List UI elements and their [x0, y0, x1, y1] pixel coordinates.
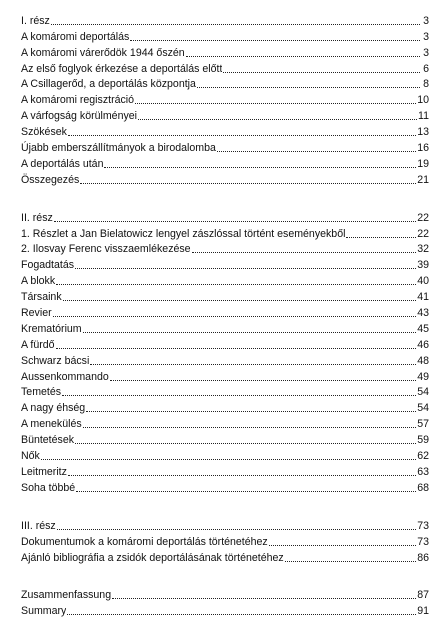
toc-entry-title: A komáromi várerődök 1944 őszén: [21, 46, 185, 60]
toc-section-part-3: [21, 517, 429, 565]
dot-leader: [80, 183, 416, 184]
toc-entry: [21, 479, 429, 495]
toc-entry-title: Az első foglyok érkezése a deportálás előtt: [21, 62, 222, 76]
toc-entry-title: A blokk: [21, 274, 55, 288]
toc-entry-page-number: 3: [421, 14, 429, 28]
toc-entry-title: A Csillagerőd, a deportálás központja: [21, 77, 196, 91]
toc-entry-page-number: 41: [417, 290, 429, 304]
dot-leader: [63, 300, 417, 301]
toc-entry-title: III. rész: [21, 519, 56, 533]
toc-section-part-1: [21, 12, 429, 187]
toc-entry: [21, 399, 429, 415]
toc-entry-title: I. rész: [21, 14, 50, 28]
toc-entry: [21, 447, 429, 463]
toc-entry: [21, 155, 429, 171]
toc-entry-title: A komáromi deportálás: [21, 30, 129, 44]
toc-entry-page-number: 3: [421, 46, 429, 60]
dot-leader: [285, 561, 417, 562]
toc-entry-page-number: 63: [417, 465, 429, 479]
dot-leader: [83, 332, 417, 333]
toc-entry: [21, 463, 429, 479]
toc-entry: [21, 533, 429, 549]
section-gap: [21, 495, 429, 517]
toc-entry-title: Schwarz bácsi: [21, 354, 89, 368]
dot-leader: [41, 459, 416, 460]
dot-leader: [56, 348, 417, 349]
toc-entry: [21, 44, 429, 60]
toc-entry-title: 2. Ilosvay Ferenc visszaemlékezése: [21, 242, 191, 256]
dot-leader: [223, 72, 420, 73]
toc-entry-page-number: 46: [417, 338, 429, 352]
dot-leader: [197, 87, 420, 88]
toc-entry: [21, 384, 429, 400]
toc-entry: [21, 549, 429, 565]
dot-leader: [53, 316, 417, 317]
toc-entry-page-number: 45: [417, 322, 429, 336]
toc-entry: [21, 304, 429, 320]
toc-entry-page-number: 22: [417, 227, 429, 241]
toc-entry-title: A várfogság körülményei: [21, 109, 137, 123]
toc-entry-title: Aussenkommando: [21, 370, 109, 384]
dot-leader: [269, 545, 416, 546]
toc-section-part-4: [21, 587, 429, 618]
toc-entry: [21, 225, 429, 241]
toc-entry: [21, 352, 429, 368]
dot-leader: [112, 598, 416, 599]
toc-entry: [21, 241, 429, 257]
toc-entry: [21, 123, 429, 139]
dot-leader: [90, 364, 416, 365]
toc-entry: [21, 209, 429, 225]
toc-entry-title: Újabb emberszállítmányok a birodalomba: [21, 141, 216, 155]
toc-entry: [21, 171, 429, 187]
toc-entry-title: Büntetések: [21, 433, 74, 447]
dot-leader: [346, 237, 416, 238]
dot-leader: [192, 252, 417, 253]
toc-entry-title: Társaink: [21, 290, 62, 304]
toc-entry-title: Leitmeritz: [21, 465, 67, 479]
toc-section-part-2: [21, 209, 429, 495]
dot-leader: [68, 135, 416, 136]
toc-entry-page-number: 86: [417, 551, 429, 565]
toc-entry-title: Dokumentumok a komáromi deportálás történetéhez: [21, 535, 268, 549]
toc-entry-title: Zusammenfassung: [21, 588, 111, 602]
dot-leader: [104, 167, 416, 168]
toc-entry-page-number: 73: [417, 519, 429, 533]
dot-leader: [75, 443, 416, 444]
toc-entry-title: A komáromi regisztráció: [21, 93, 134, 107]
dot-leader: [135, 103, 416, 104]
dot-leader: [83, 427, 417, 428]
toc-entry: [21, 320, 429, 336]
toc-entry: [21, 28, 429, 44]
toc-entry-title: A menekülés: [21, 417, 82, 431]
toc-entry-page-number: 22: [417, 211, 429, 225]
toc-entry: [21, 12, 429, 28]
toc-entry-page-number: 21: [417, 173, 429, 187]
toc-entry: [21, 76, 429, 92]
dot-leader: [54, 221, 416, 222]
dot-leader: [56, 284, 416, 285]
table-of-contents: [21, 12, 429, 618]
toc-entry-title: Összegezés: [21, 173, 79, 187]
toc-entry-page-number: 49: [417, 370, 429, 384]
toc-entry-title: Revier: [21, 306, 52, 320]
toc-entry: [21, 517, 429, 533]
toc-entry-title: A deportálás után: [21, 157, 103, 171]
toc-entry-page-number: 48: [417, 354, 429, 368]
toc-entry: [21, 272, 429, 288]
toc-entry: [21, 368, 429, 384]
dot-leader: [76, 491, 416, 492]
toc-entry-page-number: 3: [421, 30, 429, 44]
toc-entry-title: Soha többé: [21, 481, 75, 495]
toc-entry-page-number: 10: [417, 93, 429, 107]
toc-entry: [21, 139, 429, 155]
toc-entry-page-number: 57: [417, 417, 429, 431]
toc-entry-title: A nagy éhség: [21, 401, 85, 415]
dot-leader: [110, 380, 416, 381]
toc-entry-page-number: 11: [418, 109, 429, 123]
toc-entry-page-number: 59: [417, 433, 429, 447]
dot-leader: [67, 614, 416, 615]
dot-leader: [68, 475, 416, 476]
dot-leader: [186, 56, 420, 57]
toc-entry-page-number: 19: [417, 157, 429, 171]
toc-entry-page-number: 43: [417, 306, 429, 320]
toc-entry: [21, 431, 429, 447]
toc-entry-title: Nők: [21, 449, 40, 463]
toc-entry-title: Szökések: [21, 125, 67, 139]
toc-entry-page-number: 6: [421, 62, 429, 76]
toc-entry: [21, 288, 429, 304]
dot-leader: [217, 151, 416, 152]
toc-entry: [21, 587, 429, 603]
toc-entry-page-number: 40: [417, 274, 429, 288]
toc-entry-page-number: 32: [417, 242, 429, 256]
dot-leader: [86, 411, 416, 412]
section-gap: [21, 565, 429, 587]
toc-entry-title: 1. Részlet a Jan Bielatowicz lengyel zászlóssal történt eseményekből: [21, 227, 345, 241]
dot-leader: [130, 40, 420, 41]
toc-entry-title: II. rész: [21, 211, 53, 225]
toc-entry: [21, 91, 429, 107]
toc-entry-page-number: 91: [417, 604, 429, 618]
toc-entry-title: Krematórium: [21, 322, 82, 336]
dot-leader: [138, 119, 417, 120]
toc-entry-page-number: 68: [417, 481, 429, 495]
dot-leader: [62, 395, 416, 396]
toc-entry-page-number: 87: [417, 588, 429, 602]
toc-entry-page-number: 39: [417, 258, 429, 272]
toc-entry: [21, 60, 429, 76]
toc-entry-title: Fogadtatás: [21, 258, 74, 272]
toc-entry-page-number: 16: [417, 141, 429, 155]
toc-entry-page-number: 62: [417, 449, 429, 463]
toc-entry-page-number: 54: [417, 401, 429, 415]
toc-entry-title: Summary: [21, 604, 66, 618]
toc-entry-page-number: 13: [417, 125, 429, 139]
section-gap: [21, 187, 429, 209]
toc-entry-title: Ajánló bibliográfia a zsidók deportálásának történetéhez: [21, 551, 284, 565]
toc-entry: [21, 415, 429, 431]
toc-entry: [21, 336, 429, 352]
toc-entry-title: Temetés: [21, 385, 61, 399]
toc-entry: [21, 256, 429, 272]
dot-leader: [75, 268, 416, 269]
toc-entry: [21, 107, 429, 123]
toc-entry-page-number: 73: [417, 535, 429, 549]
dot-leader: [57, 529, 416, 530]
toc-entry: [21, 602, 429, 618]
toc-entry-title: A fürdő: [21, 338, 55, 352]
toc-entry-page-number: 8: [421, 77, 429, 91]
toc-entry-page-number: 54: [417, 385, 429, 399]
dot-leader: [51, 24, 420, 25]
